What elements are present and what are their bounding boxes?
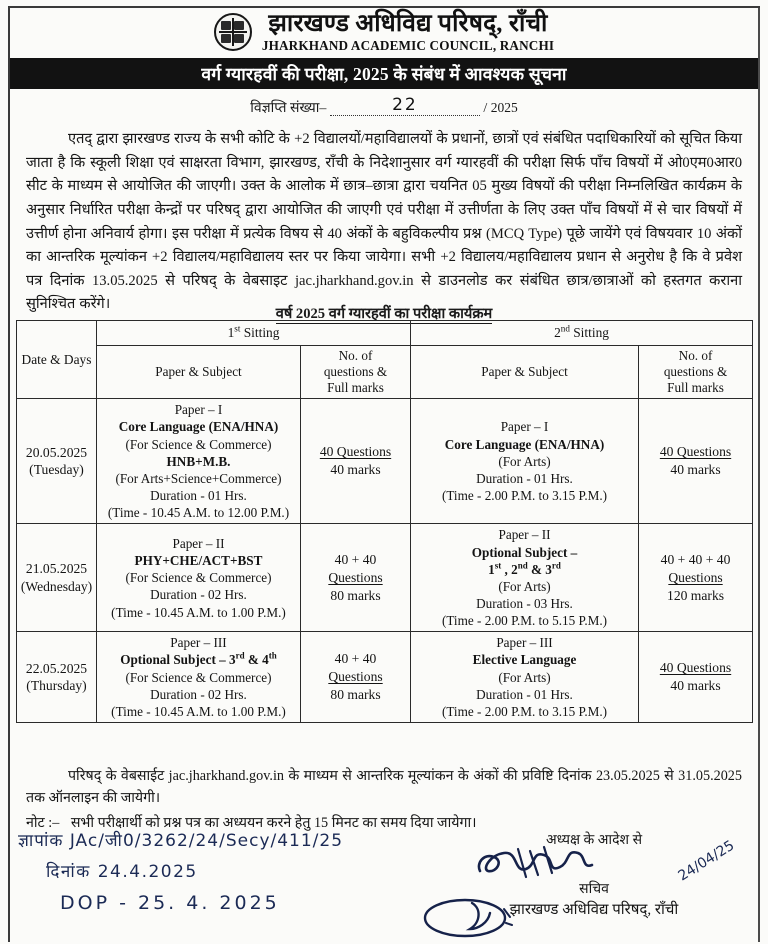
subject-name: PHY+CHE/ACT+BST (134, 553, 263, 569)
row-1-sitting2-paper (411, 399, 639, 524)
exam-day: (Thursday) (26, 678, 87, 694)
notice-number-year: 2025 (490, 100, 518, 115)
paper-audience: (For Science & Commerce) (125, 570, 272, 586)
row-3-sitting2-paper (411, 632, 639, 723)
paper-duration: Duration - 02 Hrs. (150, 686, 247, 702)
subject-name (414, 436, 635, 453)
body-paragraph: एतद् द्वारा झारखण्ड राज्य के सभी कोटि के +2 विद्यालयों/महाविद्यालयों के प्रधानों, छात्रों एवं संबंधित पदाधिकारियों को सूचित किया जाता है कि स्कूली शिक्षा एवं साक्षरता विभाग, झारखण्ड, राँची के निदेशानुसार वर्ग ग्यारहवीं की परीक्षा सिर्फ पाँच विषयों में ओ0एम0आर0 सीट के माध्यम से आयोजित की जाएगी। उक्त के आलोक में छात्र–छात्रा द्वारा चयनित 05 मुख्य विषयों की परीक्षा निम्नलिखित कार्यक्रम के अनुसार निर्धारित परीक्षा केन्द्रों पर परिषद् द्वारा आयोजित की जाएगी एवं परीक्षा में उत्तीर्णता के लिए उक्त पाँच विषयों में से चार विषयों में उत्तीर्ण होना अनिवार्य होगा। इस परीक्षा में प्रत्येक विषय से 40 अंकों के बहुविकल्पीय प्रश्न (MCQ Type) पूछे जायेंगे एवं विषयवार 10 अंकों का आन्तरिक मूल्यांकन +2 विद्यालय/महाविद्यालय स्तर पर किया जायेगा। सभी +2 विद्यालय/महाविद्यालय प्रधान से अनुरोध है कि वे प्रवेश पत्र दिनांक 13.05.2025 से परिषद् के वेबसाइट jac.jharkhand.gov.in से डाउनलोड कर संबंधित छात्र/छात्राओं को हस्तगत कराना सुनिश्चित करेंगे। (26, 131, 742, 313)
paper-audience: (For Arts) (498, 578, 551, 594)
schedule-caption-text: वर्ष 2025 वर्ग ग्यारहवीं का परीक्षा कार्यक्रम (275, 306, 493, 322)
by-order-of-chairman: अध्यक्ष के आदेश से (545, 833, 643, 848)
full-marks: 80 marks (330, 587, 381, 603)
paper-number: Paper – I (174, 402, 223, 418)
exam-schedule-table (16, 320, 753, 723)
paper-time: (Time - 2.00 P.M. to 3.15 P.M.) (441, 703, 608, 719)
paper-time: (Time - 10.45 A.M. to 1.00 P.M.) (111, 604, 286, 620)
paper-number: Paper – III (496, 635, 553, 651)
handwritten-date: दिनांक 24.4.2025 (46, 862, 198, 882)
subject-name: Elective Language (472, 652, 577, 668)
full-marks: 40 marks (670, 678, 721, 694)
jac-emblem-icon (214, 13, 252, 51)
paper-audience: (For Arts) (498, 453, 551, 469)
exam-day: (Tuesday) (29, 462, 84, 478)
paper-audience-2: (For Arts+Science+Commerce) (115, 470, 282, 486)
note-text: सभी परीक्षार्थी को प्रश्न पत्र का अध्ययन करने हेतु 15 मिनट का समय दिया जायेगा। (70, 815, 477, 831)
handwritten-annotations (18, 828, 343, 914)
emblem-quadrant-1 (221, 21, 231, 30)
header-title-block (261, 9, 555, 54)
paper-subject-bold-2: HNB+M.B. (166, 453, 231, 469)
notice-number-blank (330, 97, 480, 117)
questions-count-line1: 40 + 40 (334, 551, 377, 567)
header-date-days: Date & Days (17, 321, 97, 399)
row-2-sitting2-questions (639, 524, 753, 632)
header-sitting-2: 2nd Sitting (411, 321, 753, 346)
questions-count: 40 Questions (319, 444, 392, 460)
signature-ink-icon (474, 843, 624, 883)
paper-subject-bold (100, 418, 297, 435)
subject-name: Core Language (ENA/HNA) (118, 419, 279, 435)
subject-name: Optional Subject – 3rd & 4th (120, 651, 277, 668)
org-title-english: JHARKHAND ACADEMIC COUNCIL, RANCHI (261, 38, 555, 54)
header-sitting-1: 1st Sitting (97, 321, 411, 346)
ordinal-suffix: nd (560, 323, 570, 334)
row-date-2 (17, 524, 97, 632)
full-marks: 120 marks (667, 587, 725, 603)
subject-label: Core Language (ENA/HNA) (444, 436, 605, 452)
exam-day: (Wednesday) (20, 578, 93, 594)
emblem-quadrant-3 (221, 34, 231, 43)
table-row (17, 632, 753, 723)
row-2-sitting2-paper (411, 524, 639, 632)
notice-number-label: विज्ञप्ति संख्या– (250, 101, 327, 116)
paper-number: Paper – II (498, 527, 551, 543)
table-header-row-2 (17, 346, 753, 399)
row-1-sitting1-paper (97, 399, 301, 524)
row-3-sitting2-questions (639, 632, 753, 723)
notice-number-value: 22 (392, 95, 418, 115)
header-no-questions-1: No. of questions & Full marks (301, 346, 411, 399)
paper-time: (Time - 10.45 A.M. to 12.00 P.M.) (107, 505, 290, 521)
questions-count-line2: Questions (328, 569, 383, 585)
row-3-sitting1-paper (97, 632, 301, 723)
dotted-rule (330, 115, 480, 116)
notice-banner: वर्ग ग्यारहवीं की परीक्षा, 2025 के संबंध में आवश्यक सूचना (10, 58, 758, 89)
exam-date: 21.05.2025 (25, 561, 88, 577)
subject-ordinals: 1st , 2nd & 3rd (488, 560, 561, 577)
table-header-row-1 (17, 321, 753, 346)
notice-number-separator: / (483, 101, 488, 116)
signatory-designation: सचिव (579, 882, 609, 897)
paper-time: (Time - 2.00 P.M. to 5.15 P.M.) (441, 613, 608, 629)
row-date-3 (17, 632, 97, 723)
row-1-sitting2-questions (639, 399, 753, 524)
emblem-quadrant-4 (234, 34, 244, 43)
document-header (10, 8, 758, 56)
exam-date: 22.05.2025 (25, 660, 88, 676)
paper-audience: (For Science & Commerce) (125, 436, 272, 452)
org-title-hindi: झारखण्ड अधिविद्य परिषद्, राँची (268, 9, 548, 37)
footer-notes (26, 765, 742, 834)
full-marks: 40 marks (670, 462, 721, 478)
questions-count: 40 Questions (659, 660, 732, 676)
header-paper-subject-2: Paper & Subject (411, 346, 639, 399)
questions-count-line2: Questions (668, 569, 723, 585)
paper-time: (Time - 10.45 A.M. to 1.00 P.M.) (111, 703, 286, 719)
paper-number: Paper – I (500, 419, 549, 435)
full-marks: 80 marks (330, 687, 381, 703)
signature-date: 24/04/25 (675, 837, 738, 885)
notice-number-line (0, 97, 768, 117)
signatory-organisation: झारखण्ड अधिविद्य परिषद्, राँची (509, 902, 679, 918)
questions-count-line2: Questions (328, 669, 383, 685)
note-label: नोट :– (26, 815, 60, 831)
footer-note-marks-entry: परिषद् के वेबसाईट jac.jharkhand.gov.in के माध्यम से आन्तरिक मूल्यांकन के अंकों की प्रविष्टि दिनांक 23.05.2025 से 31.05.2025 तक ऑनलाइन की जायेगी। (26, 768, 742, 806)
row-2-sitting1-paper (97, 524, 301, 632)
questions-count-line1: 40 + 40 (334, 651, 377, 667)
row-3-sitting1-questions (301, 632, 411, 723)
paper-audience: (For Arts) (498, 669, 551, 685)
table-row (17, 399, 753, 524)
row-date-1 (17, 399, 97, 524)
paper-duration: Duration - 01 Hrs. (150, 488, 247, 504)
ordinal-suffix: st (234, 323, 241, 334)
table-row (17, 524, 753, 632)
paper-duration: Duration - 03 Hrs. (476, 596, 573, 611)
paper-number: Paper – III (170, 635, 227, 651)
header-paper-subject-1: Paper & Subject (97, 346, 301, 399)
row-1-sitting1-questions (301, 399, 411, 524)
row-2-sitting1-questions (301, 524, 411, 632)
paper-audience: (For Science & Commerce) (125, 669, 272, 685)
exam-date: 20.05.2025 (25, 444, 88, 460)
handwritten-memo-number: ज्ञापांक JAc/जी0/3262/24/Secy/411/25 (18, 831, 344, 851)
handwritten-dop: DOP - 25. 4. 2025 (60, 892, 280, 914)
subject-name: Optional Subject – (471, 544, 578, 560)
questions-count: 40 Questions (659, 444, 732, 460)
full-marks: 40 marks (330, 462, 381, 478)
header-no-questions-2: No. of questions & Full marks (639, 346, 753, 399)
paper-duration: Duration - 01 Hrs. (476, 470, 573, 486)
paper-time: (Time - 2.00 P.M. to 3.15 P.M.) (441, 488, 608, 504)
emblem-quadrant-2 (234, 21, 244, 30)
paper-duration: Duration - 02 Hrs. (150, 587, 247, 603)
questions-count-line1: 40 + 40 + 40 (660, 551, 731, 567)
paper-number: Paper – II (172, 535, 225, 551)
ink-loop-mark-icon (420, 895, 530, 941)
paper-duration: Duration - 01 Hrs. (476, 686, 573, 702)
